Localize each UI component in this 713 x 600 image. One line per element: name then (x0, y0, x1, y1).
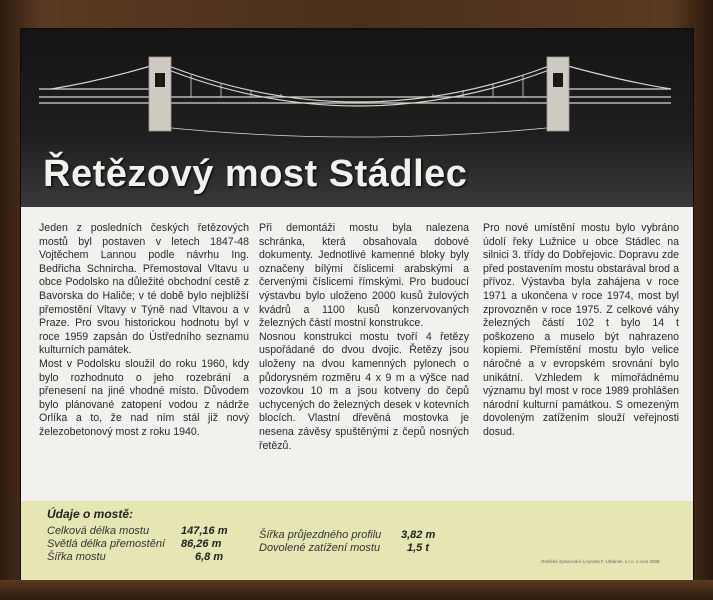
fact-label: Šířka průjezdného profilu (259, 529, 382, 541)
fact-label: Dovolené zatížení mostu (259, 542, 381, 554)
paragraph: Jeden z posledních českých řetězových mostů byl postaven v letech 1847-48 Vojtěchem Lannou podle návrhu Ing. Bedřicha Schnircha. Přemostoval Vltavu u obce Podolsko na důležité obchodní cestě z Bavorska do Haliče; v té době bylo nejbližší přemostění Vltavy v Týně nad Vltavou a v Praze. Pro svou historickou hodnotu byl v roce 1959 zapsán do Ústředního seznamu kulturních památek. (39, 222, 249, 357)
information-board (20, 28, 694, 582)
paragraph: Nosnou konstrukci mostu tvoří 4 řetězy uspořádané do dvou dvojic. Řetězy jsou uloženy na dvou kamenných pylonech o půdorysném rozměru 4 x 9 m a výšce nad vozovkou 10 m a jsou kotveny do čepů uchycených do železných desek v kotevních blocích. Vlastní dřevěná mostovka je nesena závěsy spuštěnými z čepů nosných řetězů. (259, 330, 469, 452)
page-title: Řetězový most Stádlec (43, 153, 468, 195)
paragraph: Pro nové umístění mostu bylo vybráno údolí řeky Lužnice u obce Stádlec na silnici 3. třídy do Dobřejovic. Dopravu zde před postavením mostu obstarával brod a přívoz. Výstavba byla zahájena v roce 1971 a ukončena v roce 1974, most byl zprovozněn v roce 1975. Z celkové váhy železných částí 102 t bylo 14 t poškozeno a muselo být nahrazeno kopiemi. Přemístění mostu bylo velice náročné a v evropském srovnání bylo unikátní. Vzhledem k mimořádnému významu byl most v roce 1989 prohlášen národní kulturní památkou. S omezeným dovoleným zatížením slouží veřejnosti dosud. (483, 222, 679, 438)
facts-title: Údaje o mostě: (47, 507, 134, 521)
fact-value: 3,82 m (401, 529, 436, 541)
text-area (21, 207, 693, 501)
paragraph: Při demontáži mostu byla nalezena schránka, která obsahovala dobové dokumenty. Jednotlivé kamenné bloky byly označeny bílými číslicemi arabskými a červenými číslicemi římskými. Pro budoucí výstavbu bylo uloženo 2000 kusů žulových kvádrů a 1100 kusů konzervovaných železných částí mostní konstrukce. (259, 222, 469, 330)
fact-label: Světlá délka přemostění (47, 538, 166, 550)
fact-label: Šířka mostu (47, 551, 106, 563)
text-column-2 (259, 222, 469, 453)
paragraph: Most v Podolsku sloužil do roku 1960, kdy bylo rozhodnuto o jeho rozebrání a přenesení na jiné vhodné místo. Důvodem bylo plánované zatopení vodou z nádrže Orlíka a to, že nad ním stál již nový železobetonový most z roku 1940. (39, 357, 249, 438)
fact-value: 86,26 m (181, 538, 222, 550)
fact-value: 147,16 m (181, 525, 228, 537)
text-column-3 (483, 222, 679, 440)
text-column-1 (39, 222, 249, 440)
board-header (21, 29, 693, 209)
credit-line: Grafické zpracování a výroba F. Urbánek, s.r.o. v roce 2008 (541, 559, 660, 564)
fact-value: 6,8 m (195, 551, 224, 563)
fact-value: 1,5 t (407, 542, 430, 554)
bridge-facts (21, 501, 693, 581)
frame-ledge (0, 580, 713, 600)
fact-label: Celková délka mostu (47, 525, 150, 537)
